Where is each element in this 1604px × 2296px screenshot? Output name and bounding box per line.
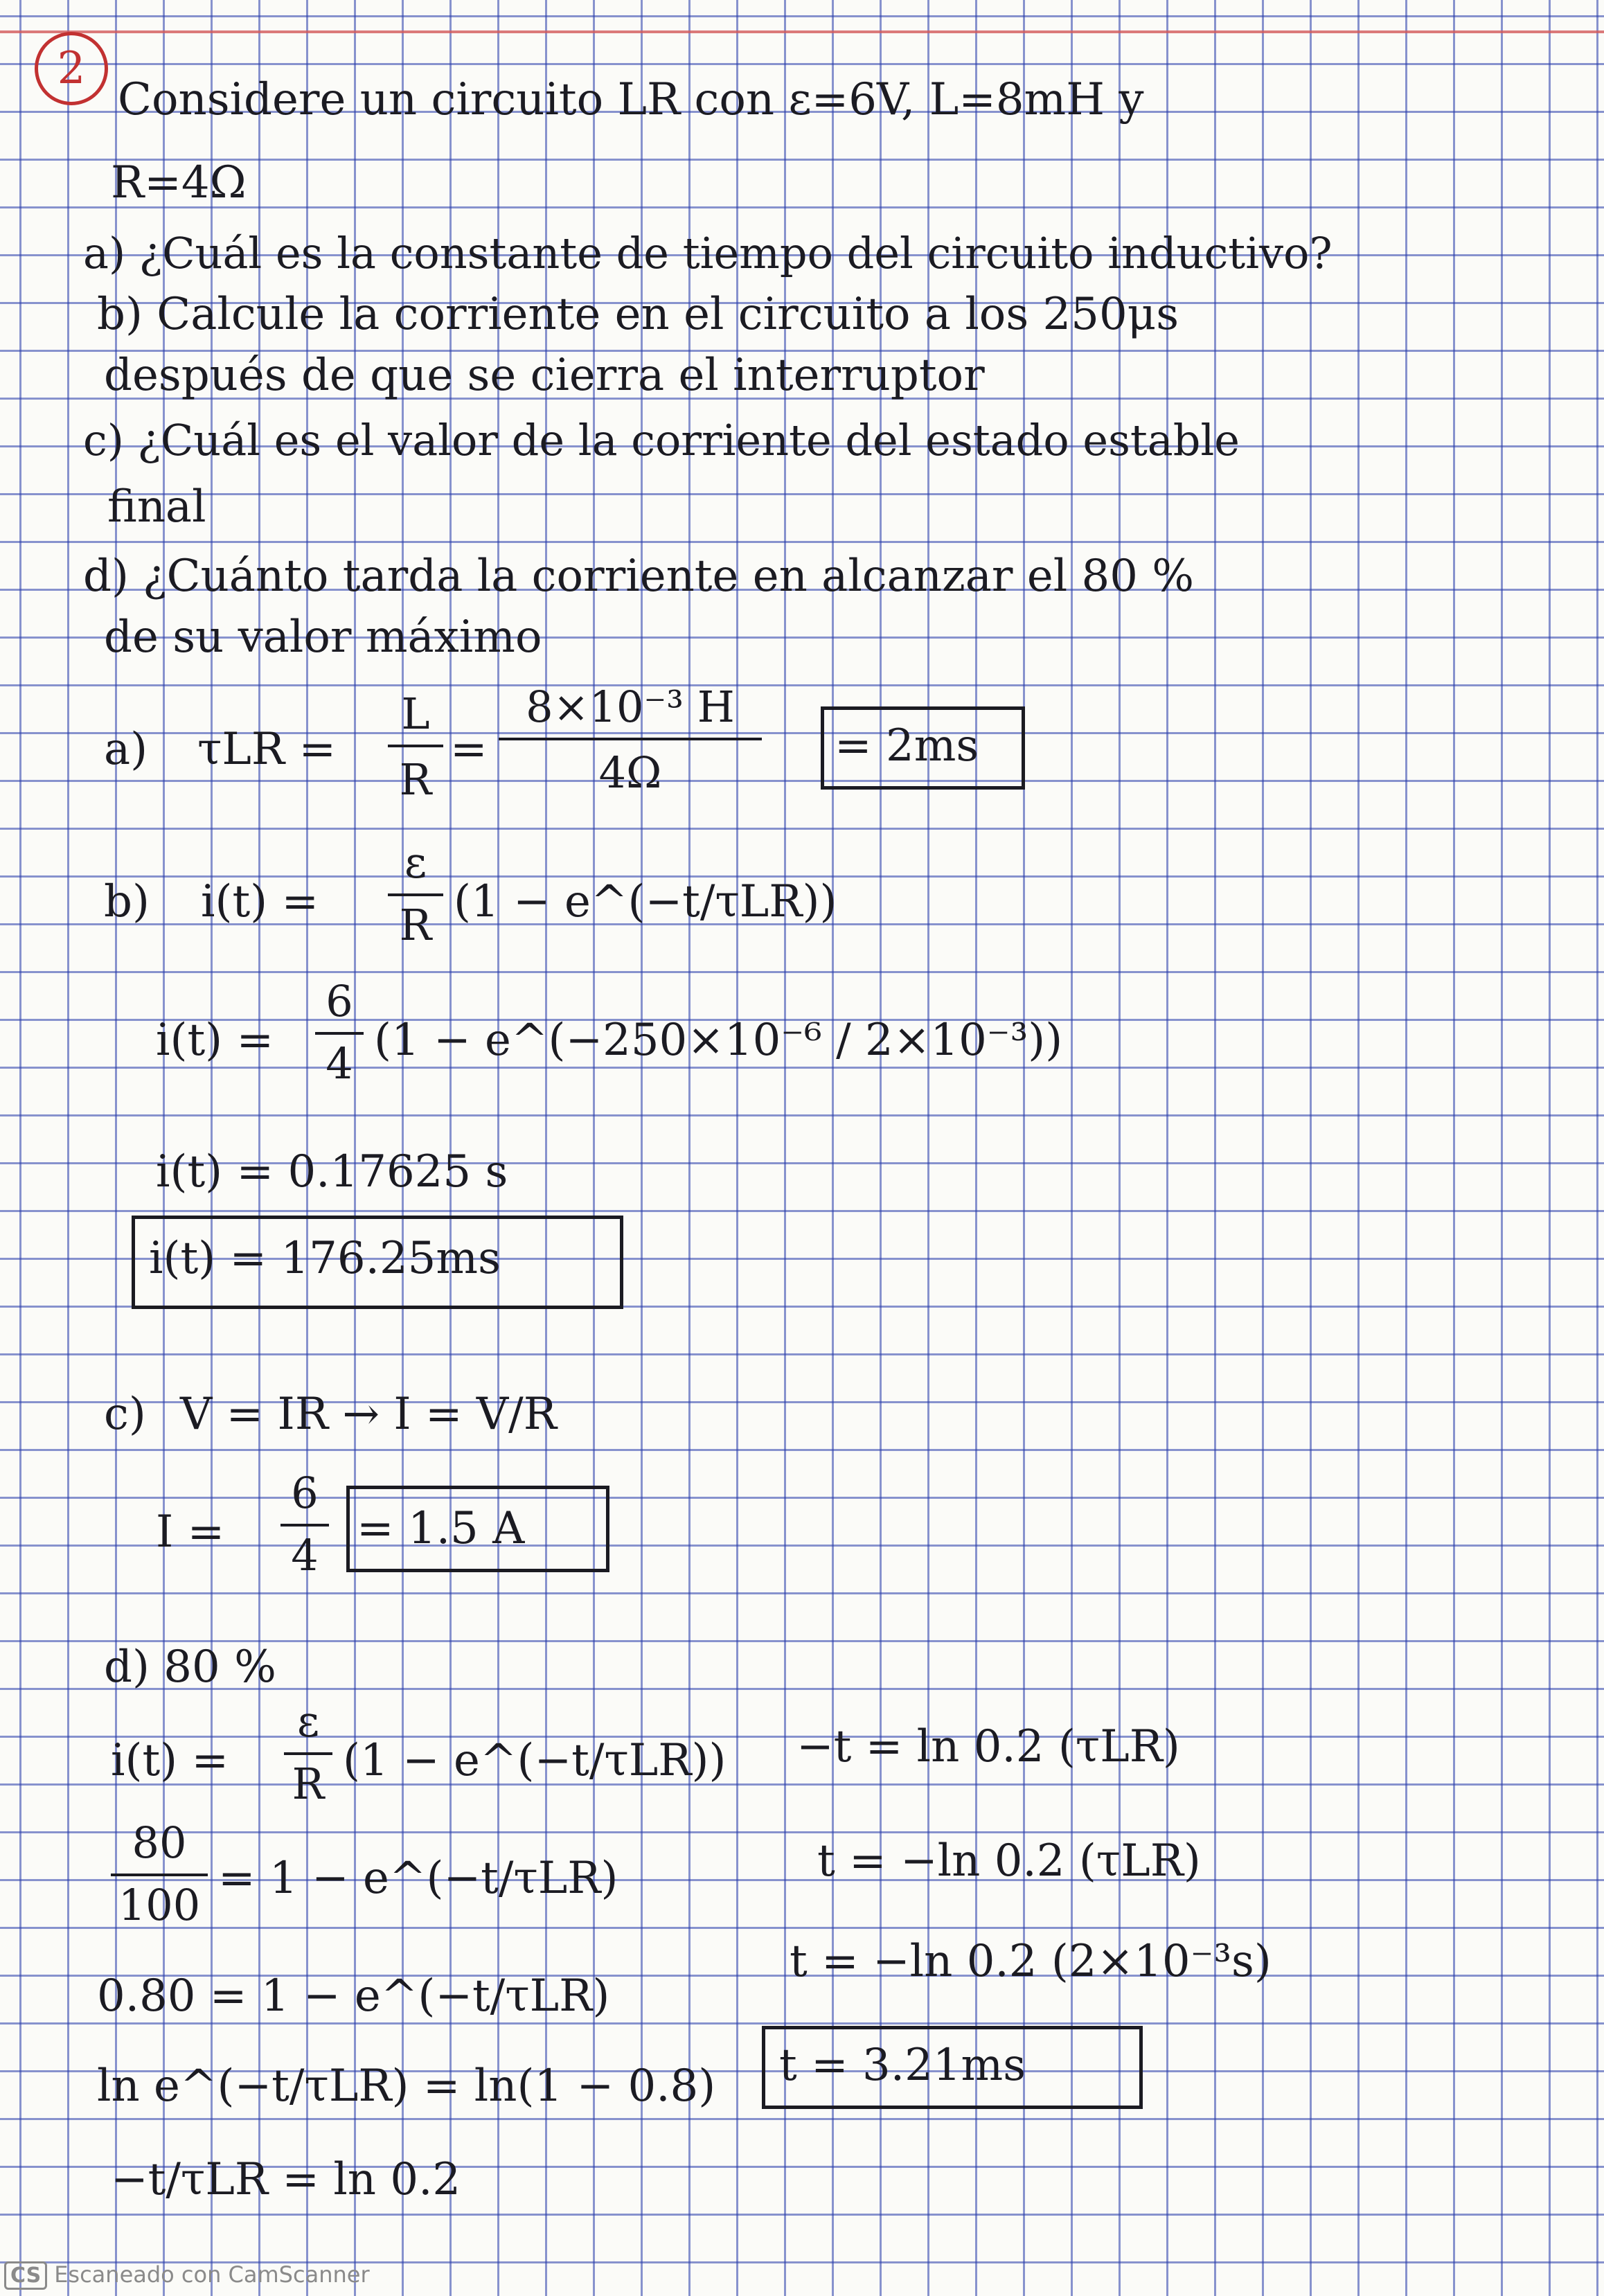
solution-d-l1-den: R: [292, 1759, 325, 1809]
solution-b-line2-den: 4: [326, 1038, 353, 1089]
fraction-bar: [315, 1032, 364, 1035]
camscanner-footer: [4, 2261, 370, 2290]
solution-b-line1-num: ε: [404, 837, 427, 888]
solution-d-l2-den: 100: [118, 1880, 201, 1930]
statement-line-1: Considere un circuito LR con ε=6V, L=8mH y: [118, 74, 1144, 125]
fraction-bar: [111, 1874, 208, 1876]
solution-d-l4: ln e^(−t/τLR) = ln(1 − 0.8): [97, 2061, 716, 2112]
solution-c-line1: V = IR → I = V/R: [180, 1389, 557, 1440]
solution-c-result: = 1.5 A: [357, 1503, 525, 1554]
solution-d-result: t = 3.21ms: [779, 2040, 1026, 2091]
fraction-bar: [284, 1752, 332, 1755]
solution-a-label: a): [104, 724, 148, 775]
solution-d-r1: −t = ln 0.2 (τLR): [796, 1721, 1180, 1772]
question-d-line-2: de su valor máximo: [104, 612, 542, 663]
solution-b-line2-rest: (1 − e^(−250×10⁻⁶ / 2×10⁻³)): [374, 1015, 1063, 1066]
solution-d-l3: 0.80 = 1 − e^(−t/τLR): [97, 1970, 610, 2022]
question-b-line-1: b) Calcule la corriente en el circuito a los 250μs: [97, 289, 1179, 340]
fraction-bar: [280, 1524, 329, 1527]
solution-b-line2-lhs: i(t) =: [156, 1015, 274, 1066]
solution-d-l1-lhs: i(t) =: [111, 1735, 229, 1786]
solution-c-label: c): [104, 1389, 146, 1440]
question-c-line-1: c) ¿Cuál es el valor de la corriente del estado estable: [83, 415, 1240, 465]
solution-d-l1-num: ε: [296, 1696, 320, 1747]
solution-b-result: i(t) = 176.25ms: [149, 1233, 501, 1284]
solution-b-label: b): [104, 876, 150, 927]
solution-b-line3: i(t) = 0.17625 s: [156, 1146, 508, 1198]
question-c-line-2: final: [107, 481, 206, 533]
solution-c-line2-lhs: I =: [156, 1506, 225, 1558]
solution-d-r2: t = −ln 0.2 (τLR): [817, 1835, 1201, 1887]
camscanner-logo: CS: [4, 2261, 47, 2290]
solution-a-result: = 2ms: [835, 720, 979, 772]
solution-a-equals: =: [450, 724, 488, 775]
solution-d-l5: −t/τLR = ln 0.2: [111, 2154, 461, 2205]
footer-text: Escaneado con CamScanner: [54, 2261, 370, 2288]
solution-b-line1-rest: (1 − e^(−t/τLR)): [454, 876, 837, 927]
question-a: a) ¿Cuál es la constante de tiempo del circuito inductivo?: [83, 228, 1333, 278]
red-margin-line: [0, 30, 1604, 33]
solution-d-l2-num: 80: [132, 1817, 187, 1868]
solution-a-frac2-den: 4Ω: [598, 747, 662, 798]
solution-a-frac1-den: R: [399, 754, 432, 805]
solution-a-lhs: τLR =: [197, 724, 337, 775]
solution-d-l1-rest: (1 − e^(−t/τLR)): [343, 1735, 727, 1786]
problem-number: 2: [35, 32, 108, 105]
solution-b-line2-num: 6: [326, 976, 353, 1026]
solution-d-l2-rest: = 1 − e^(−t/τLR): [218, 1853, 618, 1904]
question-b-line-2: después de que se cierra el interruptor: [104, 350, 985, 401]
solution-b-line1-lhs: i(t) =: [201, 876, 319, 927]
solution-d-r3: t = −ln 0.2 (2×10⁻³s): [790, 1936, 1272, 1987]
solution-a-frac1-num: L: [401, 688, 430, 739]
solution-c-line2-den: 4: [291, 1530, 319, 1581]
fraction-bar: [388, 745, 443, 747]
solution-b-line1-den: R: [399, 900, 432, 950]
solution-d-label: d) 80 %: [104, 1641, 276, 1693]
fraction-bar: [388, 893, 443, 896]
question-d-line-1: d) ¿Cuánto tarda la corriente en alcanzar el 80 %: [83, 551, 1195, 602]
statement-line-2: R=4Ω: [111, 157, 247, 208]
fraction-bar: [499, 738, 762, 740]
solution-a-frac2-num: 8×10⁻³ H: [526, 682, 735, 732]
solution-c-line2-num: 6: [291, 1468, 319, 1518]
